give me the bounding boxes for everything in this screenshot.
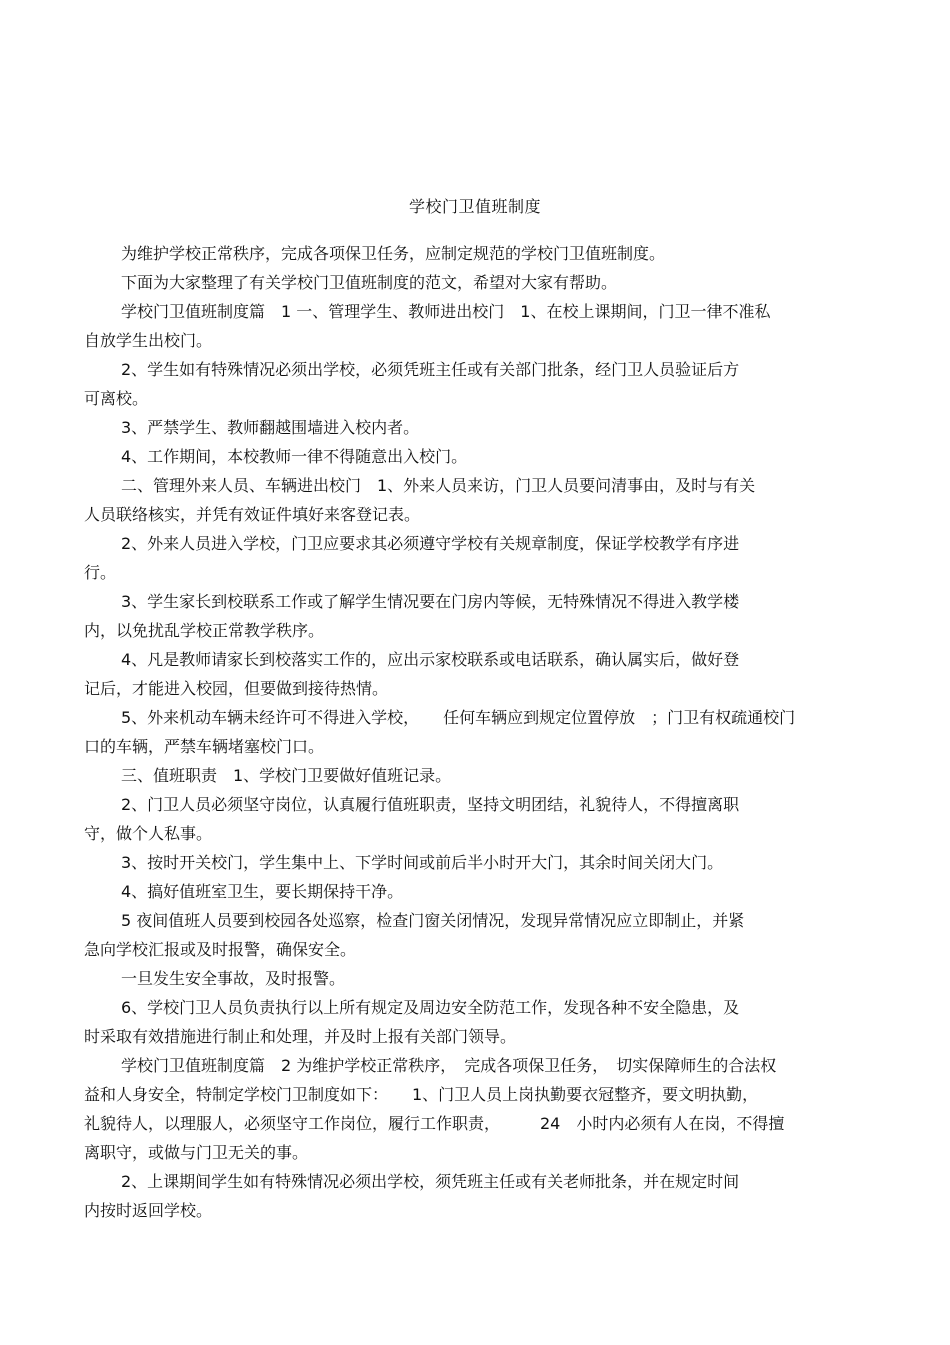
paragraph-line: 4、凡是教师请家长到校落实工作的，应出示家校联系或电话联系，确认属实后，做好登 <box>121 650 740 669</box>
paragraph-line: 2、门卫人员必须坚守岗位，认真履行值班职责，坚持文明团结，礼貌待人，不得擅离职 <box>121 795 740 814</box>
paragraph-line: 3、学生家长到校联系工作或了解学生情况要在门房内等候，无特殊情况不得进入教学楼 <box>121 592 740 611</box>
paragraph-line: 2、上课期间学生如有特殊情况必须出学校，须凭班主任或有关老师批条，并在规定时间 <box>121 1172 740 1191</box>
paragraph-line: 5、外来机动车辆未经许可不得进入学校， 任何车辆应到规定位置停放 ；门卫有权疏通校门 <box>121 708 796 727</box>
paragraph-line: 2、外来人员进入学校，门卫应要求其必须遵守学校有关规章制度，保证学校教学有序进 <box>121 534 740 553</box>
paragraph-line: 学校门卫值班制度篇 2 为维护学校正常秩序， 完成各项保卫任务， 切实保障师生的合法权 <box>121 1056 777 1075</box>
paragraph-line: 内按时返回学校。 <box>84 1201 213 1220</box>
paragraph-line: 益和人身安全，特制定学校门卫制度如下： 1、门卫人员上岗执勤要衣冠整齐，要文明执勤， <box>84 1085 759 1104</box>
paragraph-line: 4、工作期间，本校教师一律不得随意出入校门。 <box>121 447 468 466</box>
paragraph-line: 离职守，或做与门卫无关的事。 <box>84 1143 309 1162</box>
paragraph-line: 记后，才能进入校园，但要做到接待热情。 <box>84 679 389 698</box>
paragraph-line: 3、严禁学生、教师翻越围墙进入校内者。 <box>121 418 420 437</box>
paragraph-line: 下面为大家整理了有关学校门卫值班制度的范文，希望对大家有帮助。 <box>121 273 618 292</box>
paragraph-line: 礼貌待人，以理服人，必须坚守工作岗位，履行工作职责， 24 小时内必须有人在岗，不得擅 <box>84 1114 785 1133</box>
paragraph-line: 6、学校门卫人员负责执行以上所有规定及周边安全防范工作，发现各种不安全隐患，及 <box>121 998 740 1017</box>
paragraph-line: 内，以免扰乱学校正常教学秩序。 <box>84 621 325 640</box>
paragraph-line: 为维护学校正常秩序，完成各项保卫任务，应制定规范的学校门卫值班制度。 <box>121 244 666 263</box>
paragraph-line: 急向学校汇报或及时报警，确保安全。 <box>84 940 357 959</box>
paragraph-line: 守，做个人私事。 <box>84 824 213 843</box>
paragraph-line: 3、按时开关校门，学生集中上、下学时间或前后半小时开大门，其余时间关闭大门。 <box>121 853 724 872</box>
paragraph-line: 口的车辆，严禁车辆堵塞校门口。 <box>84 737 325 756</box>
paragraph-line: 二、管理外来人员、车辆进出校门 1、外来人员来访，门卫人员要问清事由，及时与有关 <box>121 476 756 495</box>
paragraph-line: 5 夜间值班人员要到校园各处巡察，检查门窗关闭情况，发现异常情况应立即制止，并紧 <box>121 911 745 930</box>
paragraph-line: 时采取有效措施进行制止和处理，并及时上报有关部门领导。 <box>84 1027 517 1046</box>
paragraph-line: 4、搞好值班室卫生，要长期保持干净。 <box>121 882 404 901</box>
paragraph-line: 自放学生出校门。 <box>84 331 213 350</box>
paragraph-line: 一旦发生安全事故，及时报警。 <box>121 969 346 988</box>
paragraph-line: 学校门卫值班制度篇 1 一、管理学生、教师进出校门 1、在校上课期间，门卫一律不准私 <box>121 302 771 321</box>
paragraph-line: 行。 <box>84 563 117 582</box>
document-title: 学校门卫值班制度 <box>408 197 541 216</box>
paragraph-line: 三、值班职责 1、学校门卫要做好值班记录。 <box>121 766 452 785</box>
paragraph-line: 可离校。 <box>84 389 149 408</box>
paragraph-line: 人员联络核实，并凭有效证件填好来客登记表。 <box>84 505 421 524</box>
paragraph-line: 2、学生如有特殊情况必须出学校，必须凭班主任或有关部门批条，经门卫人员验证后方 <box>121 360 740 379</box>
